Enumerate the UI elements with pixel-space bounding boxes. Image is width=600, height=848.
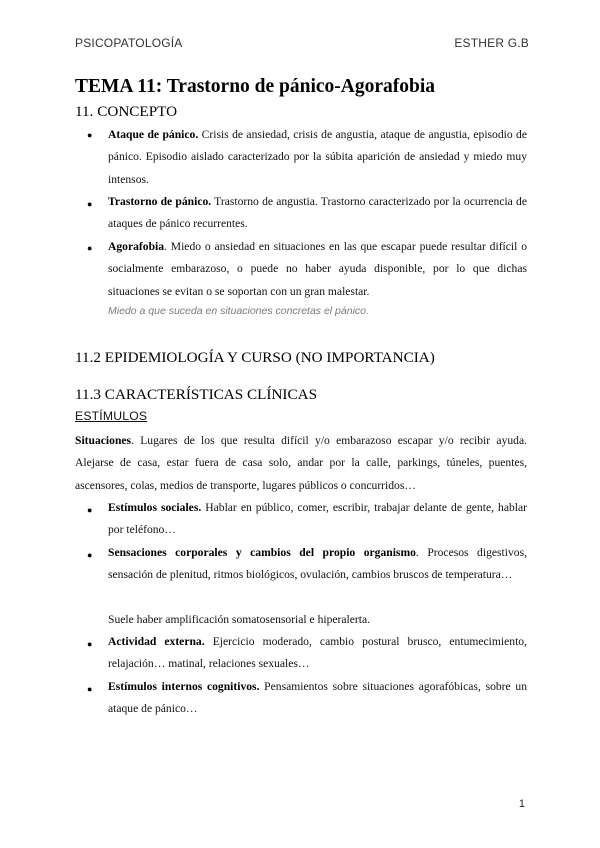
term: Actividad externa. [108,635,205,648]
term: Agorafobia [108,240,165,253]
section-epidemiologia-heading: 11.2 EPIDEMIOLOGÍA Y CURSO (NO IMPORTANCIA) [75,349,435,366]
term: Estímulos sociales. [108,501,202,514]
term: Estímulos internos cognitivos. [108,680,260,693]
definition: Ejercicio moderado, cambio postural brusco, entumecimiento, relajación… matinal, relaciones sexuales… [108,635,527,671]
definition: . Lugares de los que resulta difícil y/o embarazoso escapar y/o recibir ayuda. Alejarse de casa, estar fuera de casa solo, andar por la calle, parkings, túneles, puentes, ascensores, colas, medios de transporte, lugares públicos o concurridos… [75,434,527,492]
term: Situaciones [75,434,132,447]
term: Trastorno de pánico. [108,195,212,208]
definition: . Procesos digestivos, sensación de plenitud, ritmos biológicos, ovulación, cambios bruscos de temperatura… [108,546,527,582]
header-course: PSICOPATOLOGÍA [75,36,183,50]
annotation-note: Miedo a que suceda en situaciones concretas el pánico. [108,305,369,317]
section-concepto-heading: 11. CONCEPTO [75,103,178,120]
list-item-ataque-panico [108,124,527,191]
bullet-icon: ● [87,639,93,649]
definition: Trastorno de angustia. Trastorno caracterizado por la ocurrencia de ataques de pánico recurrentes. [108,195,527,231]
list-item-sensaciones-corporales [108,542,527,587]
page-title: TEMA 11: Trastorno de pánico-Agorafobia [75,76,436,97]
header-author: ESTHER G.B [454,36,529,50]
list-item-estimulos-cognitivos [108,676,527,721]
list-item-agorafobia [108,236,527,303]
list-item-trastorno-panico [108,191,527,236]
bullet-icon: ● [87,130,93,140]
term: Sensaciones corporales y cambios del propio organismo [108,546,416,559]
paragraph-situaciones [75,430,527,497]
bullet-icon: ● [87,684,93,694]
definition: . Miedo o ansiedad en situaciones en las que escapar puede resultar difícil o socialmente embarazoso, o puede no haber ayuda disponible, por lo que dichas situaciones se evitan o se soportan con un gran malestar. [108,240,527,298]
extra-text: Suele haber amplificación somatosensorial e hiperalerta. [108,613,371,626]
section-caracteristicas-heading: 11.3 CARACTERÍSTICAS CLÍNICAS [75,386,318,403]
page-number: 1 [518,798,525,810]
definition: Crisis de ansiedad, crisis de angustia, ataque de angustia, episodio de pánico. Episodio aislado caracterizado por la súbita aparición de ansiedad y miedo muy intensos. [108,128,528,186]
list-item-estimulos-sociales [108,497,527,542]
bullet-icon: ● [87,550,93,560]
list-item-extra-note [108,609,527,631]
bullet-icon: ● [87,199,93,209]
definition: Pensamientos sobre situaciones agorafóbicas, sobre un ataque de pánico… [108,680,527,716]
bullet-icon: ● [87,243,93,253]
definition: Hablar en público, comer, escribir, trabajar delante de gente, hablar por teléfono… [108,501,527,537]
term: Ataque de pánico. [108,128,199,141]
list-item-actividad-externa [108,631,527,676]
subheading-estimulos: ESTÍMULOS [75,409,148,423]
bullet-icon: ● [87,505,93,515]
